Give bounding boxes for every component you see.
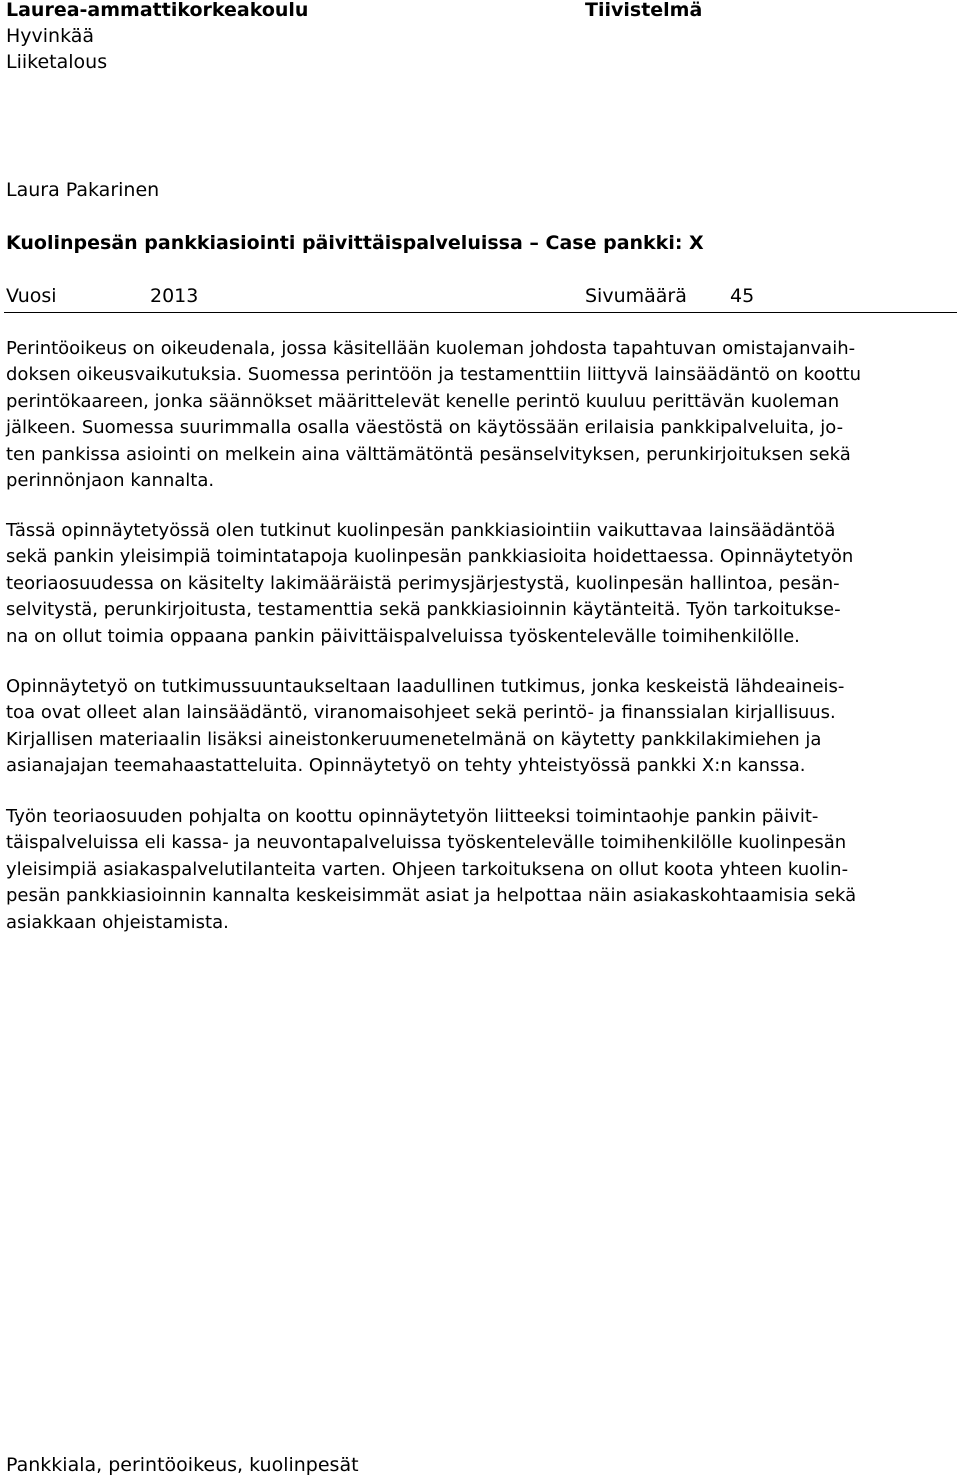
text-line: ten pankissa asiointi on melkein aina välttämätöntä pesänselvityksen, perunkirjoituksen sekä	[6, 443, 851, 465]
year-value: 2013	[150, 285, 199, 307]
text-line: pesän pankkiasioinnin kannalta keskeisimmät asiat ja helpottaa näin asiakaskohtaamisia sekä	[6, 885, 857, 907]
department-name: Liiketalous	[6, 51, 108, 73]
text-line: Kirjallisen materiaalin lisäksi aineistonkeruumenetelmänä on käytetty pankkilakimiehen ja	[6, 728, 822, 750]
text-line: toa ovat olleet alan lainsäädäntö, viranomaisohjeet sekä perintö- ja finanssialan kirjallisuus.	[6, 702, 836, 724]
abstract-paragraph-2	[6, 518, 956, 650]
year-label: Vuosi	[6, 285, 57, 307]
text-line: perinnönjaon kannalta.	[6, 470, 215, 492]
text-line: Perintöoikeus on oikeudenala, jossa käsitellään kuoleman johdosta tapahtuvan omistajanvaih-	[6, 338, 856, 359]
text-line: doksen oikeusvaikutuksia. Suomessa perintöön ja testamenttiin liittyvä lainsäädäntö on koottu	[6, 364, 862, 386]
institution-name: Laurea-ammattikorkeakoulu	[6, 0, 309, 21]
document-type: Tiivistelmä	[585, 0, 703, 21]
text-line: asiakkaan ohjeistamista.	[6, 911, 229, 933]
text-line: täispalveluissa eli kassa- ja neuvontapalveluissa työskentelevälle toimihenkilölle kuolinpesän	[6, 832, 847, 854]
thesis-title: Kuolinpesän pankkiasiointi päivittäispalveluissa – Case pankki: X	[6, 232, 704, 254]
abstract-paragraph-1	[6, 336, 956, 494]
pages-value: 45	[730, 285, 755, 307]
text-line: Työn teoriaosuuden pohjalta on koottu opinnäytetyön liitteeksi toimintaohje pankin päivit-	[6, 806, 819, 827]
pages-label: Sivumäärä	[585, 285, 687, 307]
text-line: jälkeen. Suomessa suurimmalla osalla väestöstä on käytössään erilaisia pankkipalveluita, jo-	[6, 417, 844, 439]
text-line: Opinnäytetyö on tutkimussuuntaukseltaan laadullinen tutkimus, jonka keskeistä lähdeaineis-	[6, 676, 845, 697]
text-line: selvitystä, perunkirjoitusta, testamenttia sekä pankkiasioinnin käytänteitä. Työn tarkoitukse-	[6, 599, 841, 621]
text-line: perintökaareen, jonka säännökset määrittelevät kenelle perintö kuuluu perittävän kuoleman	[6, 390, 840, 412]
abstract-paragraph-4	[6, 804, 956, 936]
divider-line	[4, 312, 957, 313]
text-line: teoriaosuudessa on käsitelty lakimääräistä perimysjärjestystä, kuolinpesän hallintoa, pesän-	[6, 572, 840, 594]
abstract-paragraph-3	[6, 674, 956, 780]
text-line: sekä pankin yleisimpiä toimintatapoja kuolinpesän pankkiasioita hoidettaessa. Opinnäytetyön	[6, 546, 854, 568]
keywords: Pankkiala, perintöoikeus, kuolinpesät	[6, 1454, 359, 1476]
campus-name: Hyvinkää	[6, 25, 95, 47]
author-name: Laura Pakarinen	[6, 179, 160, 201]
text-line: na on ollut toimia oppaana pankin päivittäispalveluissa työskentelevälle toimihenkilölle.	[6, 625, 800, 647]
text-line: yleisimpiä asiakaspalvelutilanteita varten. Ohjeen tarkoituksena on ollut koota yhteen kuolin-	[6, 858, 849, 880]
text-line: asianajajan teemahaastatteluita. Opinnäytetyö on tehty yhteistyössä pankki X:n kanssa.	[6, 755, 806, 777]
text-line: Tässä opinnäytetyössä olen tutkinut kuolinpesän pankkiasiointiin vaikuttavaa lainsäädäntöä	[6, 520, 836, 541]
